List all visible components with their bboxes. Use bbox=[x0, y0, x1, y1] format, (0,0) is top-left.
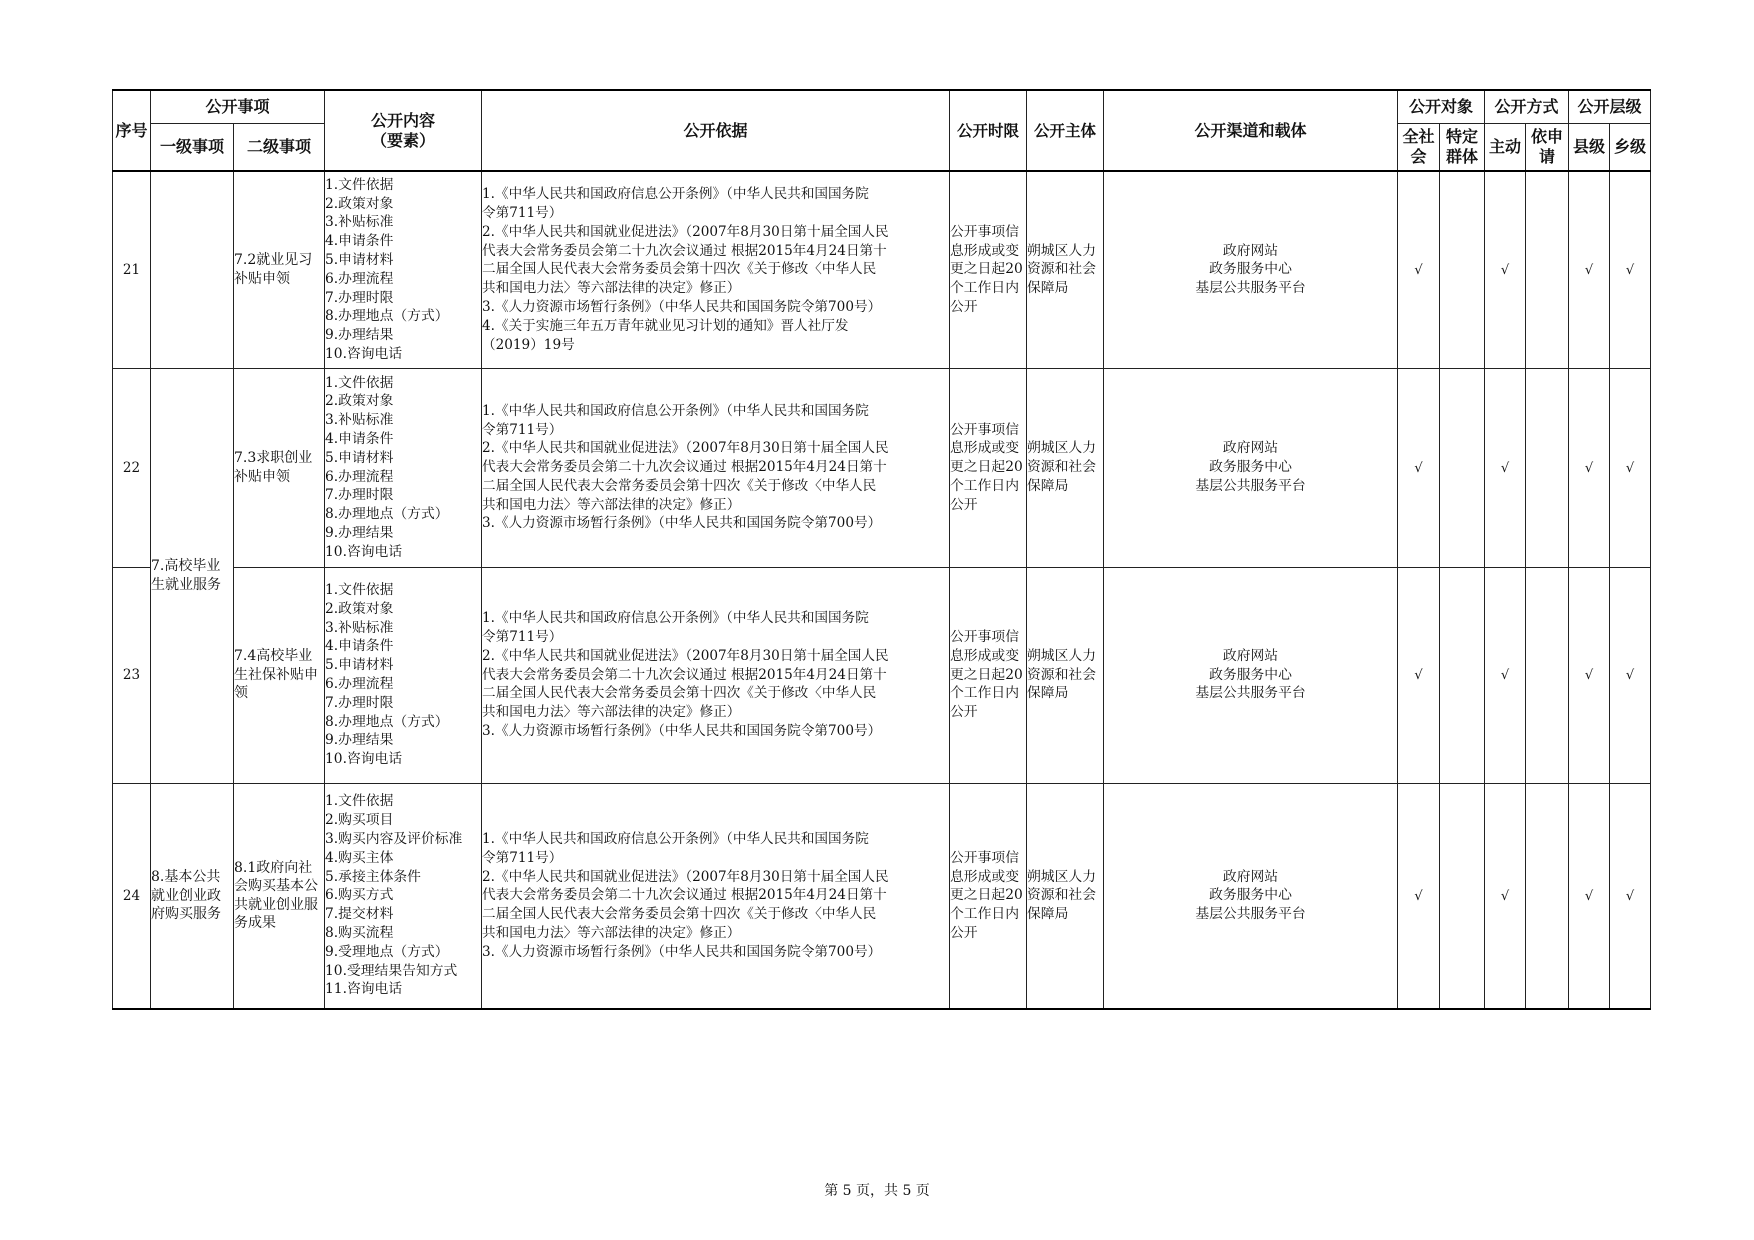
channel-line: 基层公共服务平台 bbox=[1195, 685, 1306, 702]
check-mark: √ bbox=[1500, 262, 1510, 278]
check-mark: √ bbox=[1584, 460, 1594, 476]
row-item: 4.申请条件 bbox=[325, 233, 394, 250]
row-time-limit: 公开事项信息形成或变更之日起20个工作日内公开 bbox=[950, 368, 1027, 567]
basis-line: 共和国电力法〉等六部法律的决定》修正） bbox=[482, 280, 741, 297]
check-mark: √ bbox=[1414, 460, 1423, 476]
basis-line: 代表大会常务委员会第二十九次会议通过 根据2015年4月24日第十 bbox=[482, 242, 887, 259]
header-layer-town: 乡级 bbox=[1610, 123, 1651, 171]
channel-line: 政务服务中心 bbox=[1209, 459, 1292, 476]
row-item: 6.办理流程 bbox=[325, 676, 394, 692]
basis-line: 代表大会常务委员会第二十九次会议通过 根据2015年4月24日第十 bbox=[482, 459, 887, 476]
check-target-group bbox=[1440, 567, 1485, 783]
row-subject: 朔城区人力资源和社会保障局 bbox=[1027, 171, 1104, 368]
channel-line: 基层公共服务平台 bbox=[1195, 906, 1306, 923]
check-layer-town bbox=[1610, 567, 1651, 783]
row-item: 6.办理流程 bbox=[325, 468, 394, 485]
check-method-apply bbox=[1526, 783, 1569, 1009]
header-target-all bbox=[1398, 123, 1440, 171]
row-item: 4.购买主体 bbox=[325, 849, 394, 866]
check-method-active bbox=[1485, 783, 1526, 1009]
basis-line: 3.《人力资源市场暂行条例》（中华人民共和国国务院令第700号） bbox=[482, 943, 882, 960]
check-layer-county bbox=[1569, 368, 1610, 567]
row-item: 4.申请条件 bbox=[325, 430, 394, 447]
header-layer-county: 县级 bbox=[1569, 123, 1610, 171]
row-channel bbox=[1104, 171, 1398, 368]
check-mark: √ bbox=[1500, 888, 1510, 904]
channel-line: 基层公共服务平台 bbox=[1195, 477, 1306, 494]
row-level1-group: 7.高校毕业生就业服务 bbox=[151, 368, 234, 783]
header-basis: 公开依据 bbox=[482, 90, 950, 171]
basis-line: 1.《中华人民共和国政府信息公开条例》（中华人民共和国国务院 bbox=[482, 186, 869, 203]
channel-line: 政务服务中心 bbox=[1209, 666, 1292, 683]
row-items bbox=[325, 368, 482, 567]
row-item: 3.补贴标准 bbox=[325, 619, 394, 636]
row-item: 2.政策对象 bbox=[325, 195, 394, 212]
row-basis bbox=[482, 567, 950, 783]
header-level1: 一级事项 bbox=[151, 123, 234, 171]
disclosure-table bbox=[112, 89, 1651, 1010]
header-channel: 公开渠道和载体 bbox=[1104, 90, 1398, 171]
row-time-limit: 公开事项信息形成或变更之日起20个工作日内公开 bbox=[950, 567, 1027, 783]
check-target-all bbox=[1398, 171, 1440, 368]
row-item: 1.文件依据 bbox=[325, 176, 394, 193]
row-item: 5.申请材料 bbox=[325, 657, 394, 674]
row-item: 7.办理时限 bbox=[325, 694, 394, 711]
header-layer: 公开层级 bbox=[1569, 90, 1651, 123]
check-mark: √ bbox=[1625, 262, 1635, 278]
row-seq: 23 bbox=[113, 567, 151, 783]
check-layer-town bbox=[1610, 783, 1651, 1009]
header-content-line1: 公开内容 bbox=[371, 110, 436, 130]
header-content bbox=[325, 90, 482, 171]
header-seq: 序号 bbox=[113, 90, 151, 171]
check-mark: √ bbox=[1625, 460, 1635, 476]
row-item: 9.办理结果 bbox=[325, 524, 394, 541]
row-item: 6.购买方式 bbox=[325, 887, 394, 904]
row-item: 2.政策对象 bbox=[325, 600, 394, 617]
row-item: 8.办理地点（方式） bbox=[325, 713, 449, 730]
basis-line: 1.《中华人民共和国政府信息公开条例》（中华人民共和国国务院 bbox=[482, 830, 869, 847]
header-target-group bbox=[1440, 123, 1485, 171]
row-subject: 朔城区人力资源和社会保障局 bbox=[1027, 567, 1104, 783]
basis-line: （2019）19号 bbox=[482, 336, 575, 353]
basis-line: 3.《人力资源市场暂行条例》（中华人民共和国国务院令第700号） bbox=[482, 298, 882, 315]
basis-line: 共和国电力法〉等六部法律的决定》修正） bbox=[482, 496, 741, 513]
check-mark: √ bbox=[1625, 668, 1635, 683]
check-layer-town bbox=[1610, 368, 1651, 567]
row-item: 3.补贴标准 bbox=[325, 412, 394, 429]
row-basis bbox=[482, 171, 950, 368]
basis-line: 令第711号） bbox=[482, 204, 563, 221]
row-level2: 7.4高校毕业生社保补贴申领 bbox=[234, 567, 325, 783]
check-layer-county bbox=[1569, 567, 1610, 783]
basis-line: 3.《人力资源市场暂行条例》（中华人民共和国国务院令第700号） bbox=[482, 515, 882, 532]
check-mark: √ bbox=[1414, 888, 1423, 904]
row-item: 3.补贴标准 bbox=[325, 214, 394, 231]
row-item: 3.购买内容及评价标准 bbox=[325, 830, 463, 847]
row-item: 10.受理结果告知方式 bbox=[325, 962, 458, 979]
check-mark: √ bbox=[1584, 888, 1594, 904]
basis-line: 2.《中华人民共和国就业促进法》（2007年8月30日第十届全国人民 bbox=[482, 868, 889, 885]
page-number: 第 5 页，共 5 页 bbox=[824, 1183, 930, 1199]
check-mark: √ bbox=[1584, 262, 1594, 278]
check-layer-county bbox=[1569, 783, 1610, 1009]
row-item: 1.文件依据 bbox=[325, 374, 394, 391]
row-item: 5.承接主体条件 bbox=[325, 868, 421, 885]
basis-line: 二届全国人民代表大会常务委员会第十四次《关于修改〈中华人民 bbox=[482, 685, 877, 702]
row-item: 10.咨询电话 bbox=[325, 751, 403, 768]
header-method: 公开方式 bbox=[1485, 90, 1569, 123]
row-channel bbox=[1104, 368, 1398, 567]
row-basis bbox=[482, 368, 950, 567]
row-time-limit: 公开事项信息形成或变更之日起20个工作日内公开 bbox=[950, 783, 1027, 1009]
check-target-all bbox=[1398, 567, 1440, 783]
row-item: 1.文件依据 bbox=[325, 793, 394, 810]
basis-line: 2.《中华人民共和国就业促进法》（2007年8月30日第十届全国人民 bbox=[482, 223, 889, 240]
row-seq: 24 bbox=[113, 783, 151, 1009]
row-channel bbox=[1104, 783, 1398, 1009]
row-item: 7.办理时限 bbox=[325, 289, 394, 306]
channel-line: 政府网站 bbox=[1222, 868, 1279, 885]
check-method-active bbox=[1485, 368, 1526, 567]
row-item: 2.购买项目 bbox=[325, 812, 394, 829]
table-row bbox=[113, 171, 1651, 368]
check-target-all bbox=[1398, 783, 1440, 1009]
channel-line: 政务服务中心 bbox=[1209, 261, 1292, 278]
basis-line: 2.《中华人民共和国就业促进法》（2007年8月30日第十届全国人民 bbox=[482, 647, 889, 664]
row-basis bbox=[482, 783, 950, 1009]
channel-line: 政府网站 bbox=[1222, 440, 1279, 457]
row-item: 8.购买流程 bbox=[325, 924, 394, 941]
header-target-group-text: 特定群体 bbox=[1446, 126, 1479, 166]
header-matters: 公开事项 bbox=[151, 90, 325, 123]
check-target-all bbox=[1398, 368, 1440, 567]
header-time-limit: 公开时限 bbox=[950, 90, 1027, 171]
check-mark: √ bbox=[1625, 888, 1635, 904]
header-target: 公开对象 bbox=[1398, 90, 1485, 123]
row-level1-group: 8.基本公共就业创业政府购买服务 bbox=[151, 783, 234, 1009]
basis-line: 令第711号） bbox=[482, 629, 563, 645]
check-mark: √ bbox=[1500, 460, 1510, 476]
check-method-apply bbox=[1526, 368, 1569, 567]
row-item: 11.咨询电话 bbox=[325, 981, 403, 998]
basis-line: 令第711号） bbox=[482, 849, 563, 866]
header-method-active: 主动 bbox=[1485, 123, 1526, 171]
basis-line: 4.《关于实施三年五万青年就业见习计划的通知》晋人社厅发 bbox=[482, 317, 849, 334]
header-target-all-text: 全社会 bbox=[1402, 126, 1435, 166]
row-level2: 8.1政府向社会购买基本公共就业创业服务成果 bbox=[234, 783, 325, 1009]
header-method-apply-text: 依申请 bbox=[1531, 126, 1564, 166]
check-mark: √ bbox=[1414, 668, 1423, 683]
channel-line: 政府网站 bbox=[1222, 647, 1279, 664]
check-mark: √ bbox=[1414, 262, 1423, 278]
row-subject: 朔城区人力资源和社会保障局 bbox=[1027, 368, 1104, 567]
row-level2: 7.3求职创业补贴申领 bbox=[234, 368, 325, 567]
row-item: 9.办理结果 bbox=[325, 327, 394, 344]
basis-line: 1.《中华人民共和国政府信息公开条例》（中华人民共和国国务院 bbox=[482, 402, 869, 419]
check-method-apply bbox=[1526, 171, 1569, 368]
check-layer-town bbox=[1610, 171, 1651, 368]
row-items bbox=[325, 567, 482, 783]
channel-line: 政务服务中心 bbox=[1209, 887, 1292, 904]
table-row bbox=[113, 368, 1651, 567]
row-item: 7.提交材料 bbox=[325, 906, 394, 923]
check-method-active bbox=[1485, 171, 1526, 368]
row-item: 6.办理流程 bbox=[325, 270, 394, 287]
check-target-group bbox=[1440, 171, 1485, 368]
basis-line: 二届全国人民代表大会常务委员会第十四次《关于修改〈中华人民 bbox=[482, 477, 877, 494]
check-mark: √ bbox=[1500, 668, 1510, 683]
check-target-group bbox=[1440, 783, 1485, 1009]
row-channel bbox=[1104, 567, 1398, 783]
basis-line: 2.《中华人民共和国就业促进法》（2007年8月30日第十届全国人民 bbox=[482, 440, 889, 457]
row-item: 5.申请材料 bbox=[325, 251, 394, 268]
table-row bbox=[113, 783, 1651, 1009]
row-subject: 朔城区人力资源和社会保障局 bbox=[1027, 783, 1104, 1009]
basis-line: 共和国电力法〉等六部法律的决定》修正） bbox=[482, 704, 741, 721]
row-item: 5.申请材料 bbox=[325, 449, 394, 466]
row-item: 9.办理结果 bbox=[325, 732, 394, 749]
row-item: 2.政策对象 bbox=[325, 393, 394, 410]
header-method-apply bbox=[1526, 123, 1569, 171]
check-method-apply bbox=[1526, 567, 1569, 783]
header-subject: 公开主体 bbox=[1027, 90, 1104, 171]
basis-line: 1.《中华人民共和国政府信息公开条例》（中华人民共和国国务院 bbox=[482, 610, 869, 627]
row-level1 bbox=[151, 171, 234, 368]
basis-line: 共和国电力法〉等六部法律的决定》修正） bbox=[482, 924, 741, 941]
row-seq: 21 bbox=[113, 171, 151, 368]
table-row bbox=[113, 567, 1651, 783]
row-level2: 7.2就业见习补贴申领 bbox=[234, 171, 325, 368]
check-layer-county bbox=[1569, 171, 1610, 368]
basis-line: 3.《人力资源市场暂行条例》（中华人民共和国国务院令第700号） bbox=[482, 722, 882, 739]
row-item: 4.申请条件 bbox=[325, 638, 394, 655]
channel-line: 政府网站 bbox=[1222, 242, 1279, 259]
row-items bbox=[325, 171, 482, 368]
check-mark: √ bbox=[1584, 668, 1594, 683]
row-item: 8.办理地点（方式） bbox=[325, 308, 449, 325]
row-seq: 22 bbox=[113, 368, 151, 567]
basis-line: 代表大会常务委员会第二十九次会议通过 根据2015年4月24日第十 bbox=[482, 887, 887, 904]
basis-line: 令第711号） bbox=[482, 421, 563, 438]
row-item: 7.办理时限 bbox=[325, 487, 394, 504]
row-items bbox=[325, 783, 482, 1009]
row-item: 1.文件依据 bbox=[325, 582, 394, 599]
row-item: 10.咨询电话 bbox=[325, 345, 403, 362]
row-item: 10.咨询电话 bbox=[325, 543, 403, 560]
channel-line: 基层公共服务平台 bbox=[1195, 280, 1306, 297]
basis-line: 二届全国人民代表大会常务委员会第十四次《关于修改〈中华人民 bbox=[482, 906, 877, 923]
row-item: 9.受理地点（方式） bbox=[325, 943, 449, 960]
header-level2: 二级事项 bbox=[234, 123, 325, 171]
basis-line: 二届全国人民代表大会常务委员会第十四次《关于修改〈中华人民 bbox=[482, 261, 877, 278]
check-target-group bbox=[1440, 368, 1485, 567]
header-content-line2: （要素） bbox=[371, 130, 436, 150]
row-time-limit: 公开事项信息形成或变更之日起20个工作日内公开 bbox=[950, 171, 1027, 368]
check-method-active bbox=[1485, 567, 1526, 783]
basis-line: 代表大会常务委员会第二十九次会议通过 根据2015年4月24日第十 bbox=[482, 666, 887, 683]
row-item: 8.办理地点（方式） bbox=[325, 506, 449, 523]
